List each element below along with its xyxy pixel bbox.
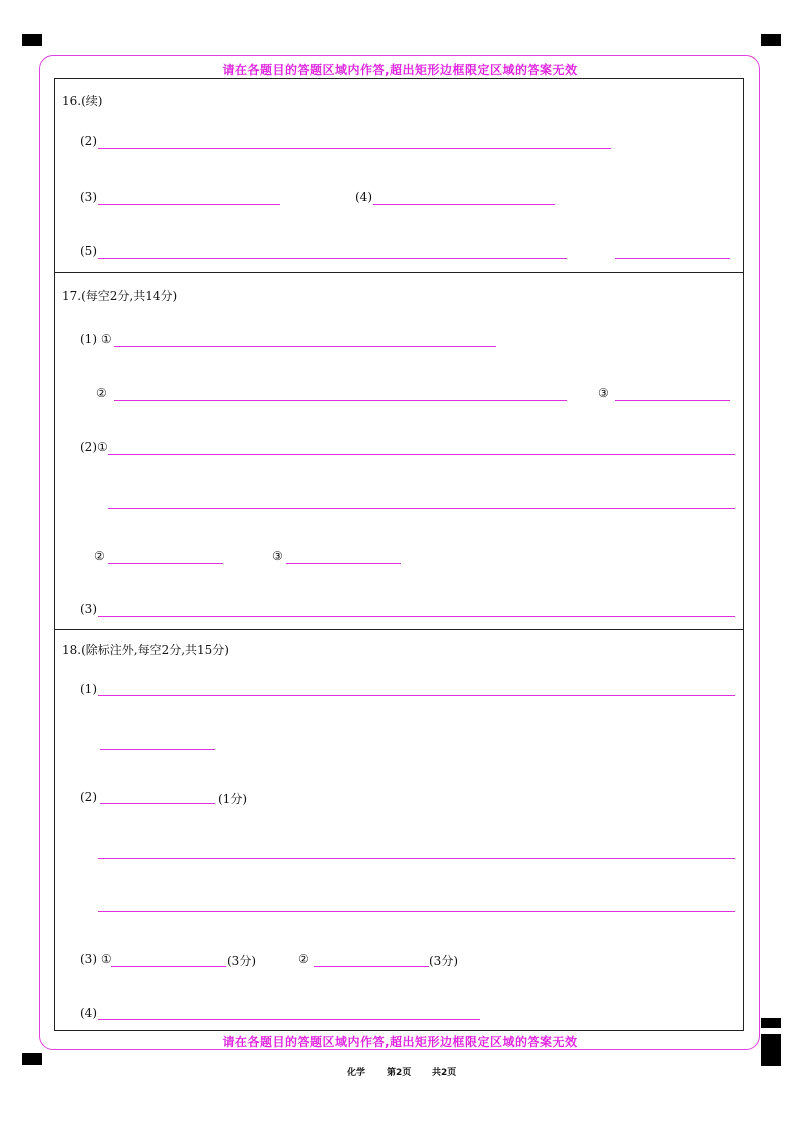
q18-label-4: (4) [80, 1006, 97, 1020]
q16-answer-line-4[interactable] [373, 204, 555, 205]
answer-frame [54, 78, 744, 1031]
question-17-title: 17.(每空2分,共14分) [62, 289, 178, 303]
q17-answer-line-2-3[interactable] [286, 563, 401, 564]
q17-answer-line-2-1b[interactable] [108, 508, 735, 509]
q17-answer-line-1-3[interactable] [615, 400, 730, 401]
registration-mark-bottom-left [22, 1053, 42, 1065]
q18-label-3-2: ② [298, 952, 309, 966]
q17-answer-line-1-1[interactable] [114, 346, 496, 347]
registration-mark-top-left [22, 34, 42, 46]
section-divider-17-18 [54, 629, 744, 630]
q16-answer-line-5b[interactable] [615, 258, 730, 259]
q17-answer-line-2-1a[interactable] [108, 454, 735, 455]
q16-label-4: (4) [355, 190, 372, 204]
warning-text-top: 请在各题目的答题区域内作答,超出矩形边框限定区域的答案无效 [222, 63, 578, 77]
q16-answer-line-3[interactable] [98, 204, 280, 205]
q18-score-2: (1分) [218, 792, 247, 806]
question-18-title: 18.(除标注外,每空2分,共15分) [62, 643, 229, 657]
q17-label-2-2: ② [94, 549, 105, 563]
q16-label-3: (3) [80, 190, 97, 204]
q17-label-1-2: ② [96, 386, 107, 400]
q18-answer-line-4[interactable] [98, 1019, 480, 1020]
q18-score-3-1: (3分) [227, 954, 256, 968]
q17-label-1-3: ③ [598, 386, 609, 400]
q16-label-5: (5) [80, 244, 97, 258]
q17-label-2-1: (2)① [80, 440, 108, 454]
q18-label-3-1: (3) ① [80, 952, 112, 966]
registration-mark-top-right [761, 34, 781, 46]
q16-label-2: (2) [80, 134, 97, 148]
question-16-title: 16.(续) [62, 94, 103, 108]
q18-label-2: (2) [80, 790, 97, 804]
q18-answer-line-2[interactable] [100, 803, 215, 804]
q16-answer-line-5a[interactable] [98, 258, 567, 259]
q16-answer-line-2[interactable] [98, 148, 611, 149]
footer-total: 共2页 [432, 1068, 457, 1078]
q17-answer-line-2-2[interactable] [108, 563, 223, 564]
warning-text-bottom: 请在各题目的答题区域内作答,超出矩形边框限定区域的答案无效 [222, 1035, 578, 1049]
q17-label-2-3: ③ [272, 549, 283, 563]
registration-mark-bottom-right-1 [761, 1018, 781, 1028]
q17-label-3: (3) [80, 602, 97, 616]
q18-answer-line-2b[interactable] [98, 858, 735, 859]
section-divider-16-17 [54, 272, 744, 273]
q17-answer-line-3[interactable] [98, 616, 735, 617]
footer-subject: 化学 [347, 1068, 366, 1078]
q18-answer-line-2c[interactable] [98, 911, 735, 912]
q17-label-1-1: (1) ① [80, 332, 112, 346]
q18-answer-line-1b[interactable] [100, 749, 215, 750]
footer-page: 第2页 [387, 1068, 412, 1078]
q17-answer-line-1-2[interactable] [114, 400, 567, 401]
q18-answer-line-1a[interactable] [98, 695, 735, 696]
q18-answer-line-3-1[interactable] [111, 966, 226, 967]
q18-answer-line-3-2[interactable] [314, 966, 429, 967]
q18-label-1: (1) [80, 682, 97, 696]
q18-score-3-2: (3分) [429, 954, 458, 968]
